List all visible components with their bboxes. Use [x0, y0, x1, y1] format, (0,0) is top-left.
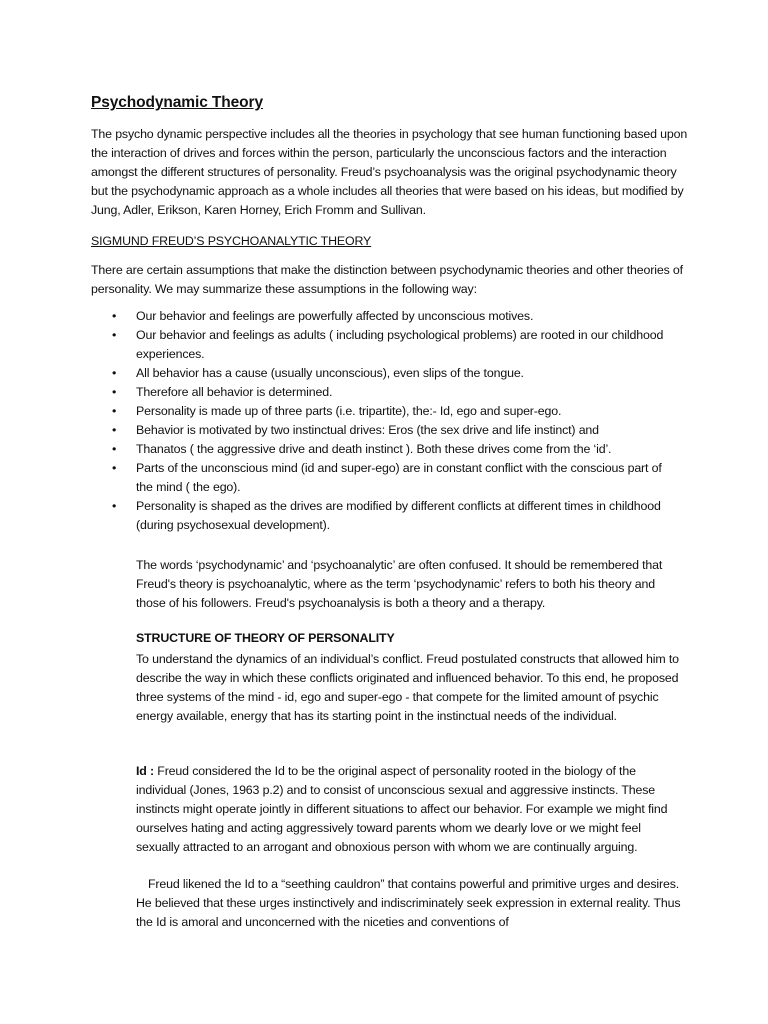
list-item-text: Our behavior and feelings as adults ( including psychological problems) are rooted in our childhood experiences.: [136, 328, 664, 361]
list-item: [112, 421, 672, 440]
id-paragraph-text: Freud considered the Id to be the original aspect of personality rooted in the biology of the individual (Jones, 1963 p.2) and to consist of unconscious sexual and aggressive instincts. These instincts might operate jointly in different situations to affect our behavior. For example we might find ourselves hating and acting aggressively toward parents whom we dearly love or we might feel sexually attracted to an arrogant and obnoxious person with whom we are continually arguing.: [136, 764, 668, 854]
bullet-icon: •: [112, 328, 117, 342]
intro-paragraph: The psycho dynamic perspective includes all the theories in psychology that see human functioning based upon the interaction of drives and forces within the person, particularly the unconscious factors and the interaction amongst the different structures of personality. Freud’s psychoanalysis was the original psychodynamic theory but the psychodynamic approach as a whole includes all theories that were based on his ideas, but modified by Jung, Adler, Erikson, Karen Horney, Erich Fromm and Sullivan.: [91, 127, 688, 217]
list-item: [112, 364, 672, 383]
list-item: [112, 440, 672, 459]
cauldron-paragraph: Freud likened the Id to a “seething cauldron” that contains powerful and primitive urges and desires. He believed that these urges instinctively and indiscriminately seek expression in external reality. Thus the Id is amoral and unconcerned with the niceties and conventions of: [136, 877, 681, 929]
assumptions-list: [112, 307, 672, 535]
list-item: [112, 459, 672, 497]
bullet-icon: •: [112, 423, 117, 437]
structure-paragraph: To understand the dynamics of an individual’s conflict. Freud postulated constructs that allowed him to describe the way in which these conflicts originated and influenced behavior. To this end, he proposed three systems of the mind - id, ego and super-ego - that compete for the limited amount of psychic energy available, energy that has its starting point in the instinctual needs of the individual.: [136, 652, 679, 723]
bullet-icon: •: [112, 385, 117, 399]
list-item-text: All behavior has a cause (usually unconscious), even slips of the tongue.: [136, 366, 524, 380]
bullet-icon: •: [112, 366, 117, 380]
id-paragraph: [136, 762, 681, 857]
list-item: [112, 326, 672, 364]
list-item-text: Behavior is motivated by two instinctual drives: Eros (the sex drive and life instinct) and: [136, 423, 599, 437]
list-item-text: Therefore all behavior is determined.: [136, 385, 333, 399]
list-item-text: Parts of the unconscious mind (id and super-ego) are in constant conflict with the conscious part of the mind ( the ego).: [136, 461, 662, 494]
id-label: Id :: [136, 764, 154, 778]
list-item: [112, 383, 672, 402]
bullet-icon: •: [112, 461, 117, 475]
list-item: [112, 307, 672, 326]
list-item-text: Personality is shaped as the drives are modified by different conflicts at different times in childhood (during psychosexual development).: [136, 499, 661, 532]
list-item-text: Personality is made up of three parts (i.e. tripartite), the:- Id, ego and super-ego.: [136, 404, 562, 418]
list-item-text: Our behavior and feelings are powerfully affected by unconscious motives.: [136, 309, 534, 323]
bullet-icon: •: [112, 309, 117, 323]
structure-heading: STRUCTURE OF THEORY OF PERSONALITY: [136, 631, 395, 645]
bullet-icon: •: [112, 442, 117, 456]
assumptions-intro-paragraph: There are certain assumptions that make the distinction between psychodynamic theories and other theories of personality. We may summarize these assumptions in the following way:: [91, 263, 683, 296]
bullet-icon: •: [112, 404, 117, 418]
document-title: Psychodynamic Theory: [91, 94, 264, 111]
list-item-text: Thanatos ( the aggressive drive and death instinct ). Both these drives come from the ‘id’.: [136, 442, 612, 456]
bullet-icon: •: [112, 499, 117, 513]
list-item: [112, 402, 672, 421]
terminology-paragraph: The words ‘psychodynamic’ and ‘psychoanalytic’ are often confused. It should be remembered that Freud's theory is psychoanalytic, where as the term ‘psychodynamic’ refers to both his theory and those of his followers. Freud's psychoanalysis is both a theory and a therapy.: [136, 558, 663, 610]
list-item: [112, 497, 672, 535]
section-heading: SIGMUND FREUD’S PSYCHOANALYTIC THEORY: [91, 234, 372, 248]
